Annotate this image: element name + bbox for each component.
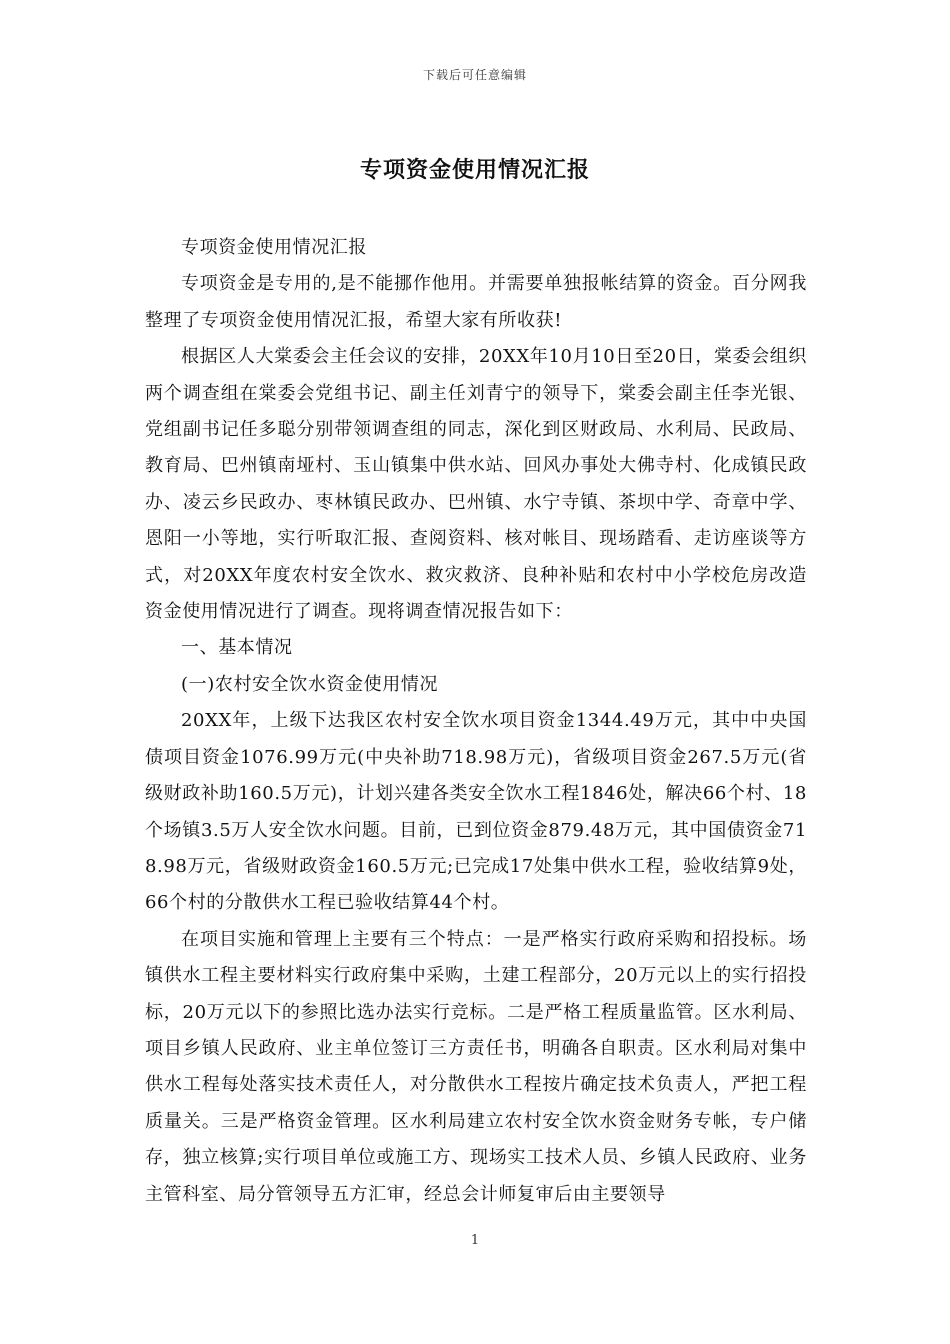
section-heading-basic: 一、基本情况: [181, 637, 293, 659]
paragraph-intro: 专项资金是专用的,是不能挪作他用。并需要单独报帐结算的资金。百分网我整理了专项资金使用情况汇报，希望大家有所收获!: [145, 273, 807, 331]
paragraph-water-funds: 20XX年，上级下达我区农村安全饮水项目资金1344.49万元，其中中央国债项目资金1076.99万元(中央补助718.98万元)，省级项目资金267.5万元(省级财政补助160.5万元)，计划兴建各类安全饮水工程1846处，解决66个村、18个场镇3.5万人安全饮水问题。目前，已到位资金879.48万元，其中国债资金718.98万元，省级财政资金160.5万元;已完成17处集中供水工程，验收结算9处，66个村的分散供水工程已验收结算44个村。: [145, 710, 807, 914]
document-title: 专项资金使用情况汇报: [359, 157, 590, 183]
page-number: 1: [470, 1233, 480, 1248]
paragraph-project-features: 在项目实施和管理上主要有三个特点：一是严格实行政府采购和招投标。场镇供水工程主要材料实行政府集中采购，土建工程部分，20万元以上的实行招投标，20万元以下的参照比选办法实行竞标。二是严格工程质量监管。区水利局、项目乡镇人民政府、业主单位签订三方责任书，明确各自职责。区水利局对集中供水工程每处落实技术责任人，对分散供水工程按片确定技术负责人，严把工程质量关。三是严格资金管理。区水利局建立农村安全饮水资金财务专帐，专户储存，独立核算;实行项目单位或施工方、现场实工技术人员、乡镇人民政府、业务主管科室、局分管领导五方汇审，经总会计师复审后由主要领导: [145, 928, 807, 1205]
paragraph-subtitle: 专项资金使用情况汇报: [181, 237, 367, 258]
document-body: [145, 230, 807, 1213]
header-note: 下载后可任意编辑: [422, 68, 527, 82]
paragraph-background: 根据区人大棠委会主任会议的安排，20XX年10月10日至20日，棠委会组织两个调查组在棠委会党组书记、副主任刘青宁的领导下，棠委会副主任李光银、党组副书记任多聪分别带领调查组的同志，深化到区财政局、水利局、民政局、教育局、巴州镇南垭村、玉山镇集中供水站、回风办事处大佛寺村、化成镇民政办、凌云乡民政办、枣林镇民政办、巴州镇、水宁寺镇、茶坝中学、奇章中学、恩阳一小等地，实行听取汇报、查阅资料、核对帐目、现场踏看、走访座谈等方式，对20XX年度农村安全饮水、救灾救济、良种补贴和农村中小学校危房改造资金使用情况进行了调查。现将调查情况报告如下：: [145, 346, 807, 623]
subsection-heading-water: (一)农村安全饮水资金使用情况: [181, 673, 439, 695]
